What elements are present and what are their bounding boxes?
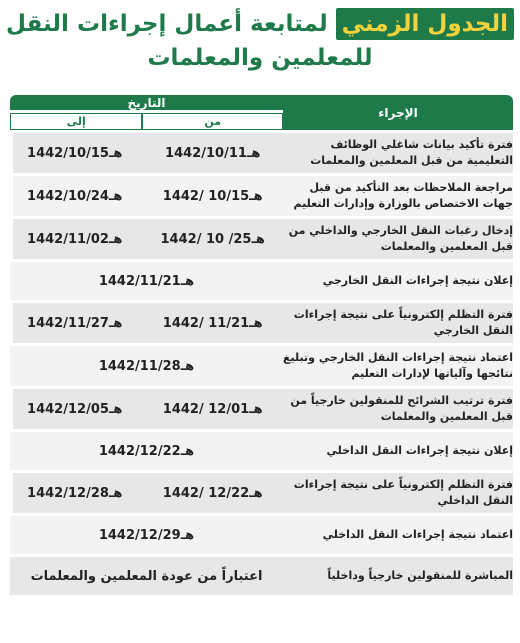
title-line-1 (0, 8, 520, 40)
row-procedure: اعتماد نتيجة إجراءات النقل الداخلي (283, 516, 513, 554)
row-procedure: فترة تأكيد بيانات شاغلي الوظائف التعليمية من قبل المعلمين والمعلمات (283, 133, 513, 173)
table-row (10, 389, 513, 429)
row-to-date: 1442/11/27هـ (10, 303, 142, 343)
table-row (10, 432, 513, 470)
row-procedure: مراجعة الملاحظات بعد التأكيد من قبل جهات الاختصاص بالوزارة وإدارات التعليم (283, 176, 513, 216)
header-from: من (142, 113, 283, 130)
row-to-date: 1442/11/02هـ (10, 219, 142, 259)
row-procedure: المباشرة للمنقولين خارجياً وداخلياً (283, 557, 513, 595)
title-line-2: للمعلمين والمعلمات (147, 45, 373, 71)
row-single-date: 1442/11/28هـ (10, 346, 283, 386)
header-date: التاريخ (10, 95, 283, 110)
row-to-date: 1442/12/05هـ (10, 389, 142, 429)
table-row (10, 303, 513, 343)
row-from-date: 1442/ 10/15هـ (142, 176, 283, 216)
row-from-date: 1442/10/11هـ (142, 133, 283, 173)
table-row (10, 346, 513, 386)
table-row (10, 473, 513, 513)
row-single-date: 1442/12/29هـ (10, 516, 283, 554)
row-procedure: إدخال رغبات النقل الخارجي والداخلي من قبل المعلمين والمعلمات (283, 219, 513, 259)
page-title (0, 8, 520, 74)
row-procedure: فترة ترتيب الشرائح للمنقولين خارجياً من قبل المعلمين والمعلمات (283, 389, 513, 429)
row-procedure: اعتماد نتيجة إجراءات النقل الخارجي وتبليغ نتائجها وآلياتها لإدارات التعليم (283, 346, 513, 386)
row-procedure: فترة التظلم إلكترونياً على نتيجة إجراءات النقل الخارجي (283, 303, 513, 343)
schedule-table (10, 92, 513, 598)
header-procedure: الإجراء (283, 95, 513, 130)
row-to-date: 1442/10/15هـ (10, 133, 142, 173)
table-row (10, 133, 513, 173)
row-from-date: 1442/ 10 /25هـ (142, 219, 283, 259)
row-single-date: اعتباراً من عودة المعلمين والمعلمات (10, 557, 283, 595)
row-from-date: 1442/ 11/21هـ (142, 303, 283, 343)
table-row (10, 262, 513, 300)
table-row (10, 516, 513, 554)
row-procedure: إعلان نتيجة إجراءات النقل الخارجي (283, 262, 513, 300)
row-from-date: 1442/ 12/01هـ (142, 389, 283, 429)
table-row (10, 219, 513, 259)
table-row (10, 557, 513, 595)
row-from-date: 1442/ 12/22هـ (142, 473, 283, 513)
row-to-date: 1442/10/24هـ (10, 176, 142, 216)
row-single-date: 1442/12/22هـ (10, 432, 283, 470)
table-row (10, 176, 513, 216)
row-single-date: 1442/11/21هـ (10, 262, 283, 300)
title-highlight: الجدول الزمني (336, 8, 514, 40)
title-rest: لمتابعة أعمال إجراءات النقل (5, 11, 328, 37)
row-to-date: 1442/12/28هـ (10, 473, 142, 513)
header-to: إلى (10, 113, 142, 130)
row-procedure: فترة التظلم إلكترونياً على نتيجة إجراءات النقل الداخلي (283, 473, 513, 513)
row-procedure: إعلان نتيجة إجراءات النقل الداخلي (283, 432, 513, 470)
